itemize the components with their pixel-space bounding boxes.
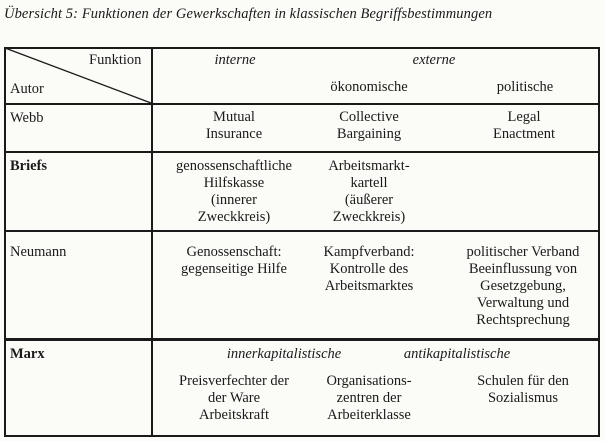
functions-table: [4, 47, 600, 437]
row-rule: [4, 230, 600, 232]
author-briefs: Briefs: [10, 158, 48, 174]
table-right-rule: [598, 47, 600, 437]
briefs-intern: genossenschaftliche Hilfskasse (innerer Zweckkreis): [176, 158, 292, 225]
author-column-rule: [151, 47, 153, 437]
marx-intern: Preisverfechter der der Ware Arbeitskraft: [179, 373, 289, 423]
table-title: Übersicht 5: Funktionen der Gewerkschaften in klassischen Begriffsbestimmungen: [4, 6, 493, 22]
marx-politisch: Schulen für den Sozialismus: [477, 373, 569, 406]
header-politische: politische: [496, 79, 554, 95]
marx-antikapitalistische: antikapitalistische: [403, 346, 511, 362]
header-oekonomische: ökonomische: [330, 79, 408, 95]
row-rule: [4, 151, 600, 153]
marx-innerkapitalistische: innerkapitalistische: [226, 346, 342, 362]
briefs-oekonomisch: Arbeitsmarkt- kartell (äußerer Zweckkreis): [328, 158, 410, 225]
header-autor: Autor: [10, 81, 44, 97]
author-neumann: Neumann: [10, 244, 67, 260]
webb-politisch: Legal Enactment: [492, 109, 555, 142]
row-rule-double: [4, 338, 600, 341]
neumann-oekonomisch: Kampfverband: Kontrolle des Arbeitsmarktes: [323, 244, 415, 294]
header-funktion: Funktion: [89, 52, 142, 68]
neumann-politisch: politischer Verband Beeinflussung von Gesetzgebung, Verwaltung und Rechtsprechung: [466, 244, 580, 328]
author-marx: Marx: [10, 346, 45, 362]
header-interne: interne: [214, 52, 256, 68]
author-webb: Webb: [10, 110, 44, 126]
table-left-rule: [4, 47, 6, 437]
marx-oekonomisch: Organisations- zentren der Arbeiterklasse: [326, 373, 412, 423]
neumann-intern: Genossenschaft: gegenseitige Hilfe: [181, 244, 287, 277]
table-bottom-rule: [4, 435, 600, 437]
webb-intern: Mutual Insurance: [205, 109, 263, 142]
header-externe: externe: [412, 52, 456, 68]
webb-oekonomisch: Collective Bargaining: [336, 109, 402, 142]
